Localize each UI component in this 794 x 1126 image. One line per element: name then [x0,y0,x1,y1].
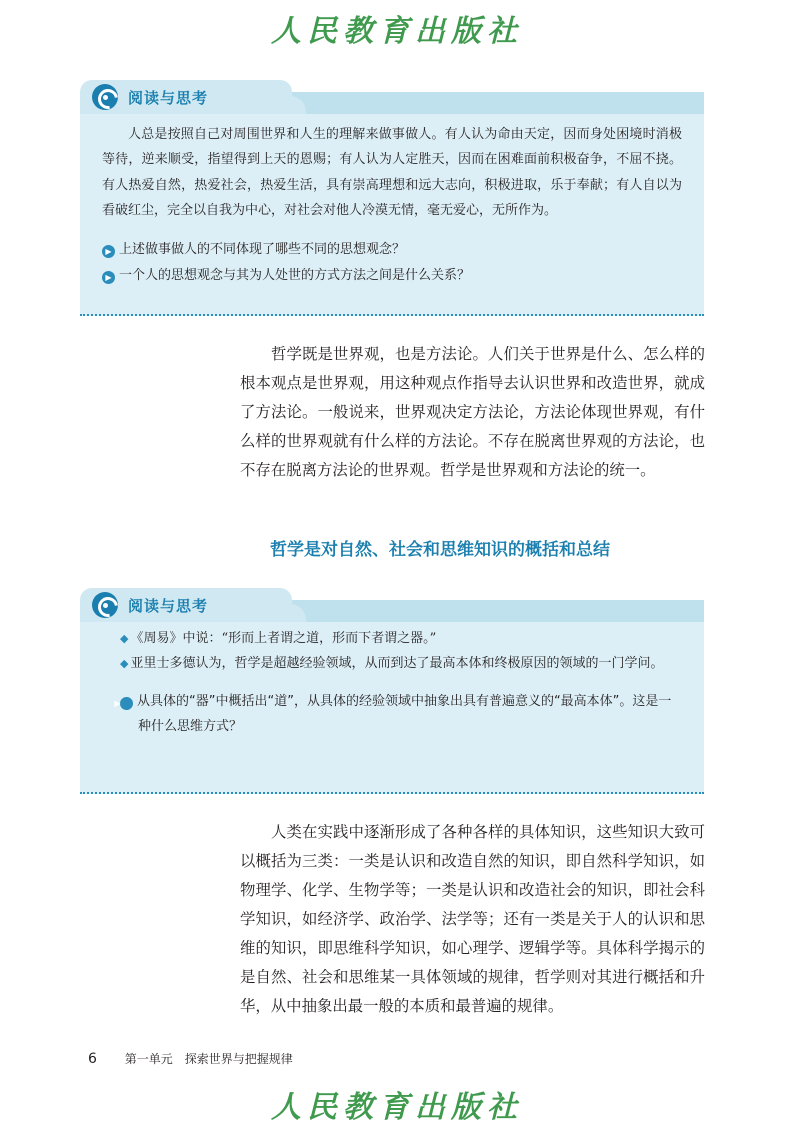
box-title: 阅读与思考 [128,89,209,107]
globe-icon [92,84,118,110]
question-item: ▶ 从具体的“器”中概括出“道”，从具体的经验领域中抽象出具有普遍意义的“最高本体”。这是一种什么思维方式？ [114,693,672,734]
arrow-right-icon: ▶ [102,245,115,258]
arrow-right-icon: ▶ [102,271,115,284]
publisher-watermark-bottom: 人民教育出版社 [271,1090,523,1125]
arrow-right-icon: ▶ [120,697,133,710]
body-paragraph-1: 哲学既是世界观，也是方法论。人们关于世界是什么、怎么样的根本观点是世界观，用这种观点作指导去认识世界和改造世界，就成了方法论。一般说来，世界观决定方法论，方法论体现世界观，有什么样的世界观就有什么样的方法论。不存在脱离世界观的方法论，也不存在脱离方法论的世界观。哲学是世界观和方法论的统一。 [240,345,705,479]
reading-thinking-box-1 [80,80,704,316]
globe-icon [92,592,118,618]
page-number: 6 [88,1051,97,1067]
section-heading: 哲学是对自然、社会和思维知识的概括和总结 [270,540,610,560]
question-item: ▶ 上述做事做人的不同体现了哪些不同的思想观念？ [102,237,682,263]
box-header-tab [80,80,292,114]
box-body [80,114,704,316]
page-footer [88,1050,293,1067]
quote-item: ◆ 《周易》中说：“形而上者谓之道，形而下者谓之器。” [120,631,437,646]
box-paragraph: 人总是按照自己对周围世界和人生的理解来做事做人。有人认为命由天定，因而身处困境时消极等待，逆来顺受，指望得到上天的恩赐；有人认为人定胜天，因而在困难面前积极奋争，不屈不挠。有人热爱自然，热爱社会，热爱生活，具有崇高理想和远大志向，积极进取，乐于奉献；有人自以为看破红尘，完全以自我为中心，对社会对他人冷漠无情，毫无爱心，无所作为。 [102,127,682,218]
diamond-bullet-icon: ◆ [120,657,129,671]
unit-title: 第一单元 探索世界与把握规律 [124,1052,293,1066]
body-paragraph-2: 人类在实践中逐渐形成了各种各样的具体知识，这些知识大致可以概括为三类：一类是认识和改造自然的知识，即自然科学知识，如物理学、化学、生物学等；一类是认识和改造社会的知识，即社会科学知识，如经济学、政治学、法学等；还有一类是关于人的认识和思维的知识，即思维科学知识，如心理学、逻辑学等。具体科学揭示的是自然、社会和思维某一具体领域的规律，哲学则对其进行概括和升华，从中抽象出最一般的本质和最普遍的规律。 [240,823,705,1015]
diamond-bullet-icon: ◆ [120,632,129,645]
reading-thinking-box-2 [80,588,704,794]
quote-item: ◆ 亚里士多德认为，哲学是超越经验领域，从而到达了最高本体和终极原因的领域的一门学问。 [120,656,664,672]
question-item: ▶ 一个人的思想观念与其为人处世的方式方法之间是什么关系？ [102,263,682,289]
box-header-tab [80,588,292,622]
box-title: 阅读与思考 [128,597,209,615]
box-body [80,622,704,794]
publisher-watermark-top: 人民教育出版社 [271,14,523,49]
